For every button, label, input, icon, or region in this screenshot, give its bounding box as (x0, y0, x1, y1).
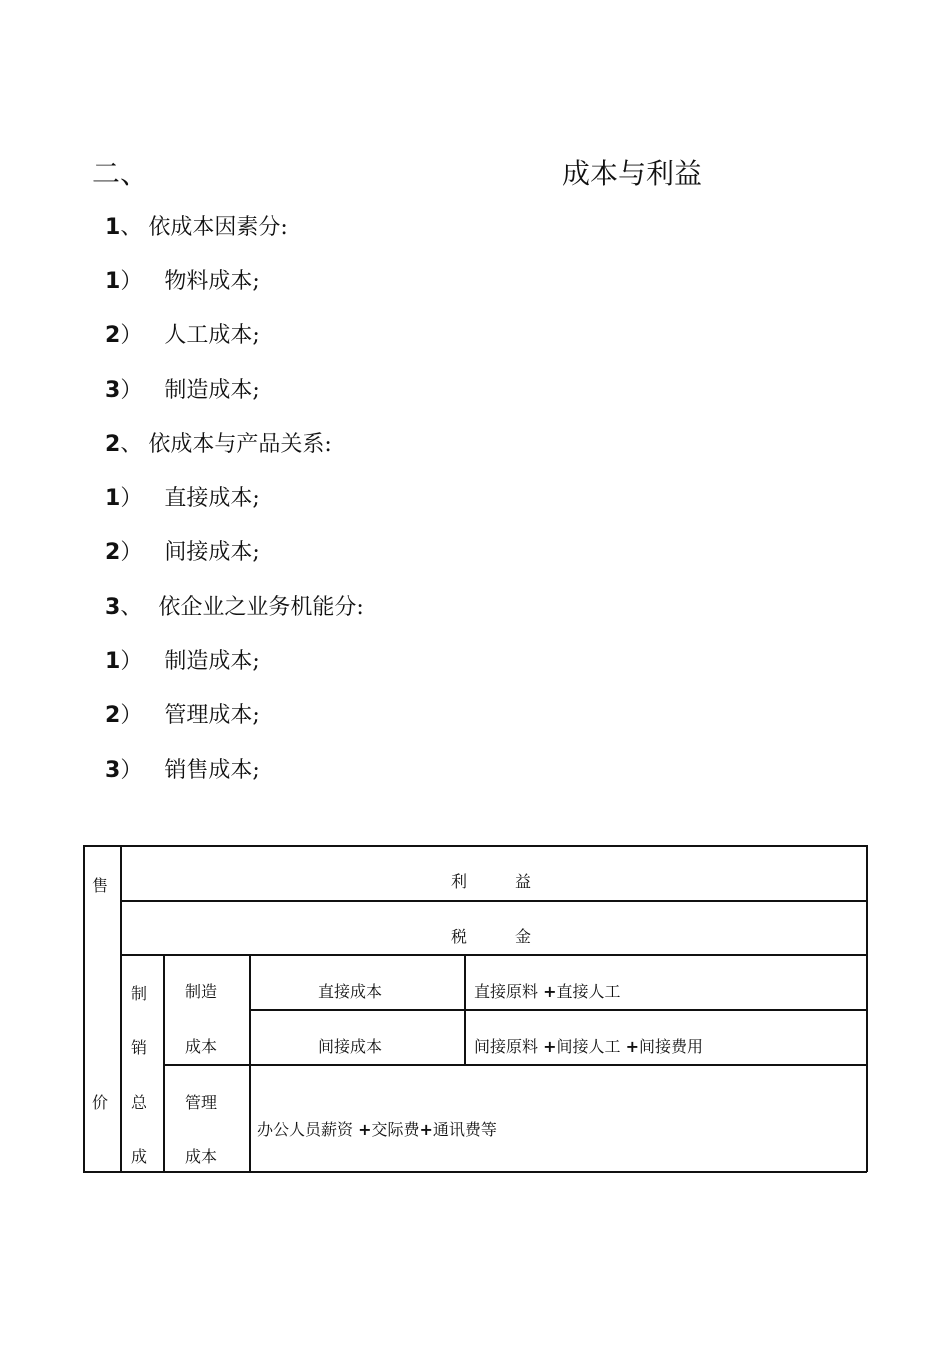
item-number: 2 (105, 323, 121, 348)
list-item (105, 484, 260, 514)
item-text: 依企业之业务机能分: (158, 595, 364, 620)
item-number: 1 (105, 215, 121, 240)
plus-sign: + (419, 1120, 433, 1139)
list-item (105, 321, 260, 351)
list-item (105, 701, 260, 731)
item-number: 3 (105, 378, 121, 403)
item-text: 依成本因素分: (148, 215, 288, 240)
formula-term: 间接费用 (639, 1037, 704, 1056)
mfg-cost-label-top: 制造 (185, 982, 218, 1001)
item-text: 制造成本; (164, 649, 260, 674)
direct-cost-label: 直接成本 (318, 982, 383, 1001)
rule-category-column (249, 954, 251, 1172)
list-item (105, 593, 364, 623)
price-label-top: 售 (92, 876, 109, 895)
total-cost-char: 销 (131, 1038, 148, 1057)
item-text: 依成本与产品关系: (148, 432, 332, 457)
item-separator: ） (120, 649, 143, 674)
section-title: 成本与利益 (562, 157, 703, 190)
item-text: 制造成本; (164, 378, 260, 403)
item-separator: ） (120, 703, 143, 728)
rule-formula-column (464, 954, 466, 1064)
formula-term: 办公人员薪资 (257, 1120, 359, 1139)
plus-sign: + (543, 1037, 557, 1056)
formula-term: 通讯费等 (432, 1120, 497, 1139)
table-border-left (83, 845, 85, 1172)
item-number: 3 (105, 595, 121, 620)
rule-price-column (120, 845, 122, 1172)
total-cost-char: 总 (131, 1093, 148, 1112)
item-number: 1 (105, 486, 121, 511)
tax-row: 税 金 (451, 927, 532, 946)
item-separator: ） (120, 540, 143, 565)
item-number: 2 (105, 540, 121, 565)
item-number: 3 (105, 758, 121, 783)
table-border-bottom (83, 1171, 867, 1173)
plus-sign: + (358, 1120, 372, 1139)
item-separator: 、 (120, 432, 143, 457)
item-number: 1 (105, 269, 121, 294)
list-item (105, 267, 260, 297)
total-cost-char: 成 (131, 1147, 148, 1166)
formula-term: 交际费 (371, 1120, 420, 1139)
item-number: 2 (105, 432, 121, 457)
list-item (105, 213, 288, 243)
list-item (105, 430, 332, 460)
cost-structure-table (83, 845, 867, 1172)
indirect-cost-formula (474, 1037, 703, 1057)
item-separator: ） (120, 269, 143, 294)
rule-mfg-mgmt (163, 1064, 867, 1066)
mfg-cost-label-bottom: 成本 (185, 1037, 218, 1056)
list-item (105, 538, 260, 568)
plus-sign: + (625, 1037, 639, 1056)
list-item (105, 756, 260, 786)
section-number: 二、 (92, 157, 149, 190)
item-number: 1 (105, 649, 121, 674)
item-text: 间接成本; (164, 540, 260, 565)
item-separator: 、 (120, 215, 143, 240)
table-border-top (83, 845, 867, 847)
profit-row: 利 益 (451, 872, 532, 891)
rule-profit-tax (120, 900, 867, 902)
direct-cost-formula (474, 982, 621, 1002)
rule-direct-indirect (249, 1009, 867, 1011)
rule-tax-cost (120, 954, 867, 956)
item-separator: ） (120, 758, 143, 783)
mgmt-cost-label-top: 管理 (185, 1093, 218, 1112)
mgmt-cost-label-bottom: 成本 (185, 1147, 218, 1166)
formula-term: 间接原料 (474, 1037, 544, 1056)
formula-term: 直接人工 (556, 982, 621, 1001)
total-cost-char: 制 (131, 984, 148, 1003)
formula-term: 直接原料 (474, 982, 544, 1001)
list-item (105, 376, 260, 406)
item-separator: ） (120, 486, 143, 511)
item-text: 直接成本; (164, 486, 260, 511)
item-text: 销售成本; (164, 758, 260, 783)
item-number: 2 (105, 703, 121, 728)
item-separator: ） (120, 378, 143, 403)
indirect-cost-label: 间接成本 (318, 1037, 383, 1056)
rule-total-column (163, 954, 165, 1172)
mgmt-cost-formula (257, 1120, 497, 1140)
table-border-right (866, 845, 868, 1172)
item-separator: 、 (120, 595, 143, 620)
item-text: 物料成本; (164, 269, 260, 294)
item-text: 管理成本; (164, 703, 260, 728)
item-separator: ） (120, 323, 143, 348)
list-item (105, 647, 260, 677)
item-text: 人工成本; (164, 323, 260, 348)
formula-term: 间接人工 (556, 1037, 626, 1056)
plus-sign: + (543, 982, 557, 1001)
price-label-bottom: 价 (92, 1093, 109, 1112)
